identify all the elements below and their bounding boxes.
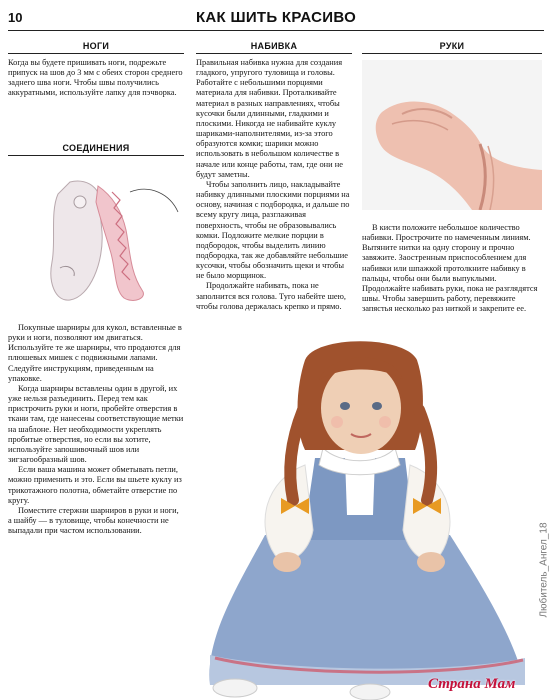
heading-stuffing: НАБИВКА: [196, 41, 352, 54]
right-eye: [372, 402, 382, 410]
heading-legs: НОГИ: [8, 41, 184, 54]
legs-text: [8, 58, 184, 99]
paragraph: Когда шарниры вставлены один в другой, их уже нельзя разъединить. Перед тем как пристрочить руки и ноги, пробейте отверстия в ткани там, где нанесены соответствующие метки на шаблоне. Нет необходимости укреплять пробитые отверстия, но если вы хотите, используйте запошивочный шов или зигзагообразный шов.: [8, 383, 184, 465]
joint-illustration: [30, 172, 185, 312]
heading-arms: РУКИ: [362, 41, 542, 54]
right-shoe: [350, 684, 390, 700]
paragraph: Продолжайте набивать, пока не заполнится вся голова. Туго набейте шею, чтобы голова держалась крепко и прямо.: [196, 281, 346, 311]
pink-fabric: [96, 186, 143, 300]
pointer-line: [130, 189, 178, 212]
left-eye: [340, 402, 350, 410]
paragraph: Покупные шарниры для кукол, вставленные в руки и ноги, позволяют им двигаться. Используйте те же шарниры, что продаются для плюшевых мишек с подвижными лапами. Следуйте инструкциям, приведенным на упаковке.: [8, 323, 182, 383]
joints-text: [8, 323, 184, 536]
stuffing-text: [196, 58, 352, 312]
left-shoe: [213, 679, 257, 697]
heading-joints: СОЕДИНЕНИЯ: [8, 143, 184, 156]
arm-photo: [362, 60, 542, 210]
arms-text: [362, 223, 542, 314]
paragraph: Поместите стержни шарниров в руки и ноги, а шайбу — в туловище, чтобы конечности не выпадали при частом использовании.: [8, 505, 179, 536]
doll-photo: [195, 340, 540, 700]
side-watermark: [537, 450, 551, 690]
paragraph: В кисти положите небольшое количество набивки. Прострочите по намеченным линиям. Вытяните нитки на одну сторону и прочно завяжите. Заостренным приспособлением для набивки или шпажкой протолкните набивку в пальцы, чтобы они были выпуклыми. Продолжайте набивать руки, пока не разглядятся швы. Чтобы завершить работу, перевяжите запястья несколько раз ниткой и закрепите ее.: [362, 223, 538, 314]
paragraph: Когда вы будете пришивать ноги, подрежьте припуск на шов до 3 мм с обеих сторон среднего заднего шва ноги. Чтобы швы получились аккуратными, используйте лапку для пэчворка.: [8, 58, 183, 98]
doll-face: [321, 362, 401, 454]
paragraph: Если ваша машина может обметывать петли, можно применить и это. Если вы шьете куклу из трикотажного полотна, обметайте отверстие по кругу.: [8, 465, 182, 505]
paragraph: Правильная набивка нужна для создания гладкого, упругого туловища и головы. Работайте с небольшими порциями материала для набивки. Проталкивайте материал в разных направлениях, чтобы кусочки были длинными, гладкими и плоскими. Никогда не набивайте куклу шариками-наполнителями, из-за этого образуются комки; шарики можно использовать в небольшом количестве в начале или конце работы, там, где они не будут заметны.: [196, 58, 343, 179]
page-number: 10: [8, 10, 23, 25]
running-title: КАК ШИТЬ КРАСИВО: [195, 9, 357, 26]
site-watermark: Страна Мам: [428, 676, 516, 692]
joint-disc: [74, 196, 86, 208]
side-watermark-text: Любитель_Ангел_18: [538, 522, 550, 618]
paragraph: Чтобы заполнить лицо, накладывайте набивку длинными плоскими порциями на основу, начиная с подбородка, и дальше по всему кругу лица, разглаживая поверхность, чтобы не образовывались комки. Подложите мелкие порции в подбородок, чтобы выделить линию подбородка, так же добавляйте небольшие кусочки, чтобы обозначить щеки и чтобы не было морщинок.: [196, 179, 350, 281]
header-rule: [8, 30, 544, 31]
